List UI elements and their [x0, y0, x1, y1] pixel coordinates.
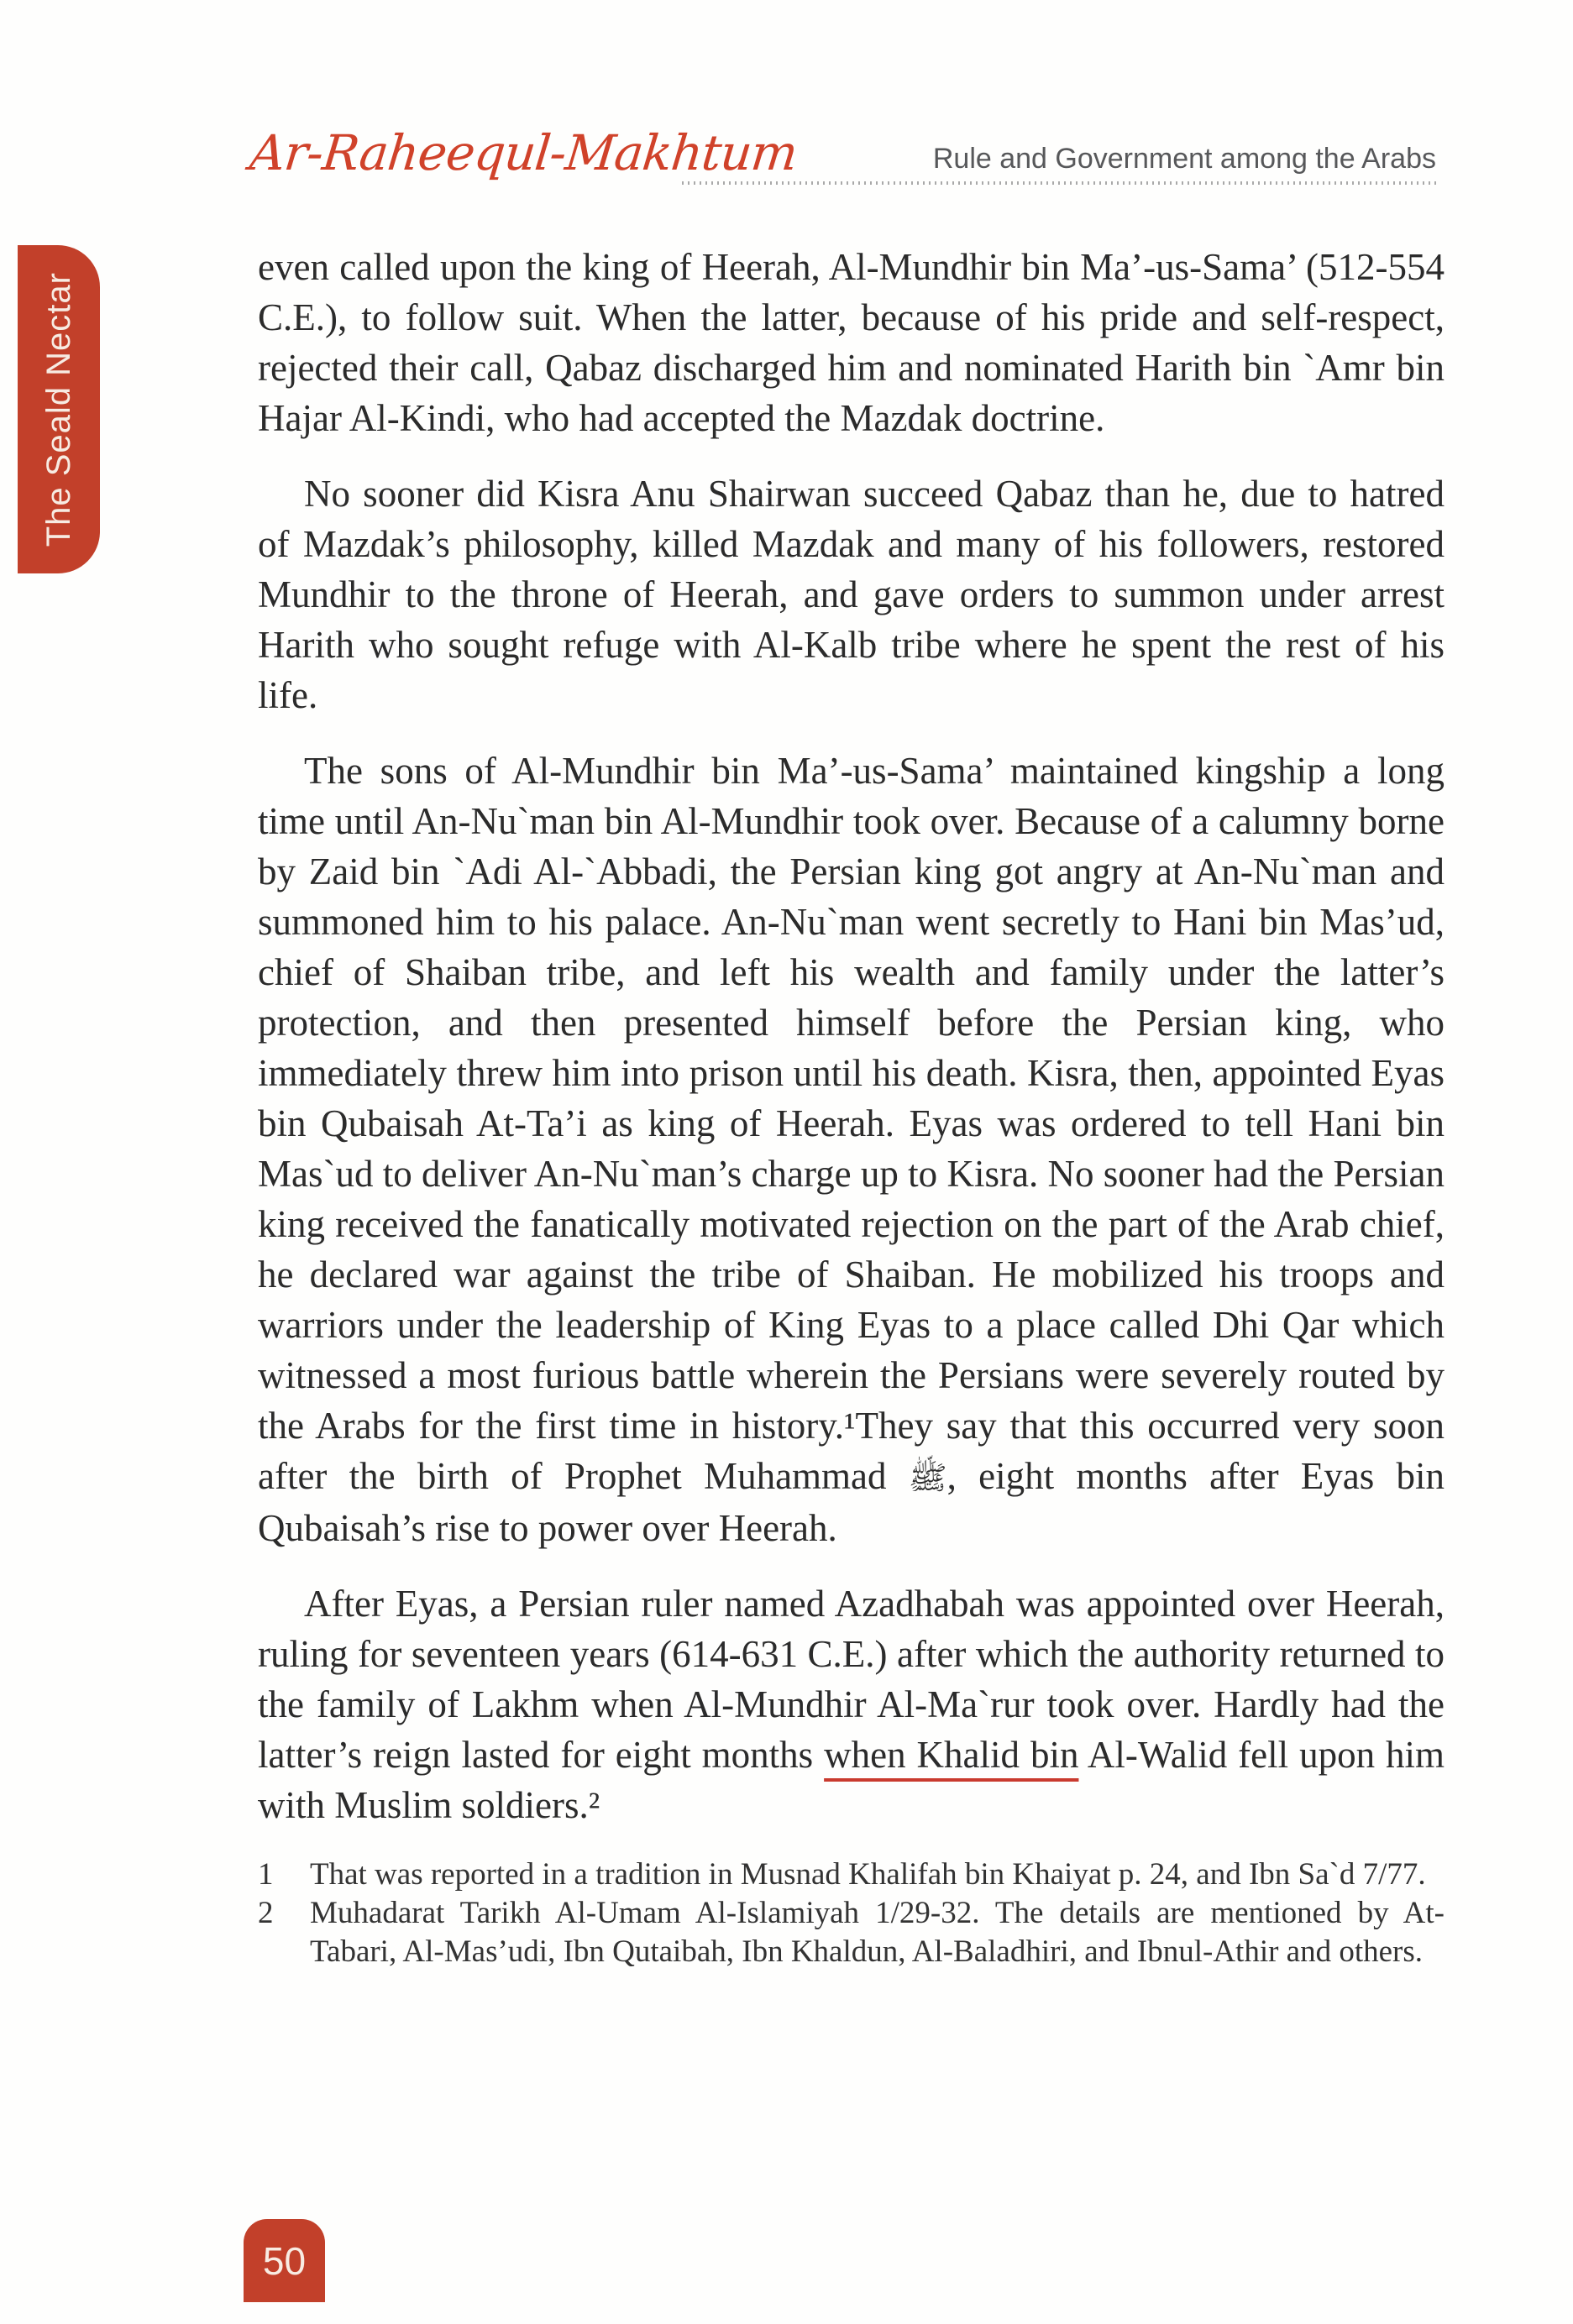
- paragraph-4-text: After Eyas, a Persian ruler named Azadhabah was appointed over Heerah, ruling for seventeen years (614-631 C.E.) after which the authority returned to the family of Lakhm when Al-Mundhir Al-Ma`rur took over. Hardly had the latter’s reign lasted for eight months: [258, 1583, 1445, 1776]
- footnotes-section: [258, 1856, 1445, 1971]
- paragraph-4: [258, 1578, 1445, 1830]
- footnote-2-text: Muhadarat Tarikh Al-Umam Al-Islamiyah 1/29-32. The details are mentioned by At-Tabari, Al-Mas’udi, Ibn Qutaibah, Ibn Khaldun, Al-Baladhiri, and Ibnul-Athir and others.: [310, 1896, 1445, 1969]
- chapter-title: Rule and Government among the Arabs: [932, 143, 1436, 175]
- side-tab-label: The Seald Nectar: [39, 271, 77, 547]
- side-tab: [18, 245, 100, 573]
- paragraph-1: even called upon the king of Heerah, Al-Mundhir bin Ma’-us-Sama’ (512-554 C.E.), to follow suit. When the latter, because of his pride and self-respect, rejected their call, Qabaz discharged him and nominated Harith bin `Amr bin Hajar Al-Kindi, who had accepted the Mazdak doctrine.: [258, 246, 1445, 439]
- footnote-2-number: 2: [258, 1896, 274, 1930]
- header-dotted-rule: [682, 181, 1438, 185]
- book-title-script: Ar-Raheequl-Makhtum: [247, 124, 800, 181]
- red-underline-annotation: when Khalid bin: [824, 1734, 1079, 1776]
- page-number: 50: [262, 2238, 307, 2283]
- body-text-column: [258, 242, 1445, 1971]
- paragraph-4-text-after: Al-Walid fell upon him with Muslim soldiers.²: [258, 1734, 1445, 1826]
- footnote-1-number: 1: [258, 1857, 274, 1892]
- paragraph-3-text: The sons of Al-Mundhir bin Ma’-us-Sama’ maintained kingship a long time until An-Nu`man bin Al-Mundhir took over. Because of a calumny borne by Zaid bin `Adi Al-`Abbadi, the Persian king got angry at An-Nu`man and summoned him to his palace. An-Nu`man went secretly to Hani bin Mas’ud, chief of Shaiban tribe, and left his wealth and family under the latter’s protection, and then presented himself before the Persian king, who immediately threw him into prison until his death. Kisra, then, appointed Eyas bin Qubaisah At-Ta’i as king of Heerah. Eyas was ordered to tell Hani bin Mas`ud to deliver An-Nu`man’s charge up to Kisra. No sooner had the Persian king received the fanatically motivated rejection on the part of the Arab chief, he declared war against the tribe of Shaiban. He mobilized his troops and warriors under the leadership of King Eyas to a place called Dhi Qar which witnessed a most furious battle wherein the Persians were severely routed by the Arabs for the first time in history.¹They say that this occurred very soon after the birth of Prophet Muhammad: [258, 750, 1445, 1497]
- pbuh-calligraphy-symbol: ﷺ: [908, 1459, 947, 1496]
- paragraph-3: [258, 746, 1445, 1553]
- footnote-2: [258, 1894, 1445, 1971]
- footnote-1: [258, 1856, 1445, 1894]
- paragraph-2: No sooner did Kisra Anu Shairwan succeed Qabaz than he, due to hatred of Mazdak’s philosophy, killed Mazdak and many of his followers, restored Mundhir to the throne of Heerah, and gave orders to summon under arrest Harith who sought refuge with Al-Kalb tribe where he spent the rest of his life.: [258, 473, 1445, 716]
- footnote-1-text: That was reported in a tradition in Musnad Khalifah bin Khaiyat p. 24, and Ibn Sa`d 7/77.: [310, 1857, 1426, 1892]
- page-number-badge: [244, 2219, 325, 2302]
- paragraph-3-text-after: , eight months after Eyas bin Qubaisah’s rise to power over Heerah.: [258, 1455, 1445, 1549]
